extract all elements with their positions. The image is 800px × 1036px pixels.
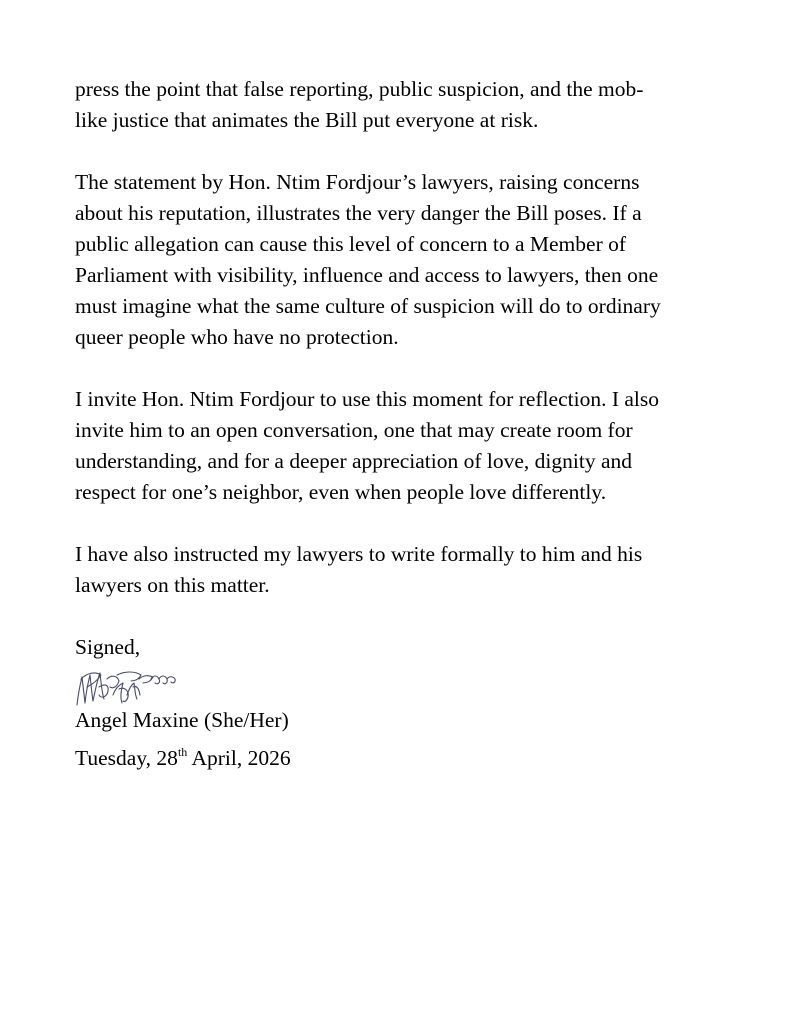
paragraph-line: must imagine what the same culture of suspicion will do to ordinary — [75, 294, 661, 318]
paragraph-line: respect for one’s neighbor, even when people love differently. — [75, 480, 607, 504]
paragraph-line: queer people who have no protection. — [75, 325, 399, 349]
signatory-name: Angel Maxine (She/Her) — [75, 708, 289, 732]
letter-body — [75, 74, 725, 774]
paragraph-line: press the point that false reporting, public suspicion, and the mob- — [75, 77, 644, 101]
signed-label: Signed, — [75, 635, 141, 659]
paragraph-line: lawyers on this matter. — [75, 573, 270, 597]
paragraph-line: like justice that animates the Bill put everyone at risk. — [75, 108, 539, 132]
date-rest: April, 2026 — [187, 746, 291, 770]
paragraph-3 — [75, 384, 725, 508]
paragraph-line: I have also instructed my lawyers to write formally to him and his — [75, 542, 643, 566]
letter-date — [75, 743, 725, 774]
date-ordinal-suffix: th — [177, 744, 188, 759]
paragraph-line: about his reputation, illustrates the very danger the Bill poses. If a — [75, 201, 642, 225]
paragraph-line: invite him to an open conversation, one that may create room for — [75, 418, 633, 442]
paragraph-line: The statement by Hon. Ntim Fordjour’s lawyers, raising concerns — [75, 170, 640, 194]
date-prefix: Tuesday, 28 — [75, 746, 178, 770]
paragraph-line: public allegation can cause this level of concern to a Member of — [75, 232, 627, 256]
paragraph-line: Parliament with visibility, influence and access to lawyers, then one — [75, 263, 659, 287]
paragraph-2 — [75, 167, 725, 353]
paragraph-1 — [75, 74, 725, 136]
paragraph-4 — [75, 539, 725, 601]
paragraph-line: understanding, and for a deeper appreciation of love, dignity and — [75, 449, 633, 473]
signature-icon — [75, 665, 725, 709]
paragraph-line: I invite Hon. Ntim Fordjour to use this moment for reflection. I also — [75, 387, 659, 411]
